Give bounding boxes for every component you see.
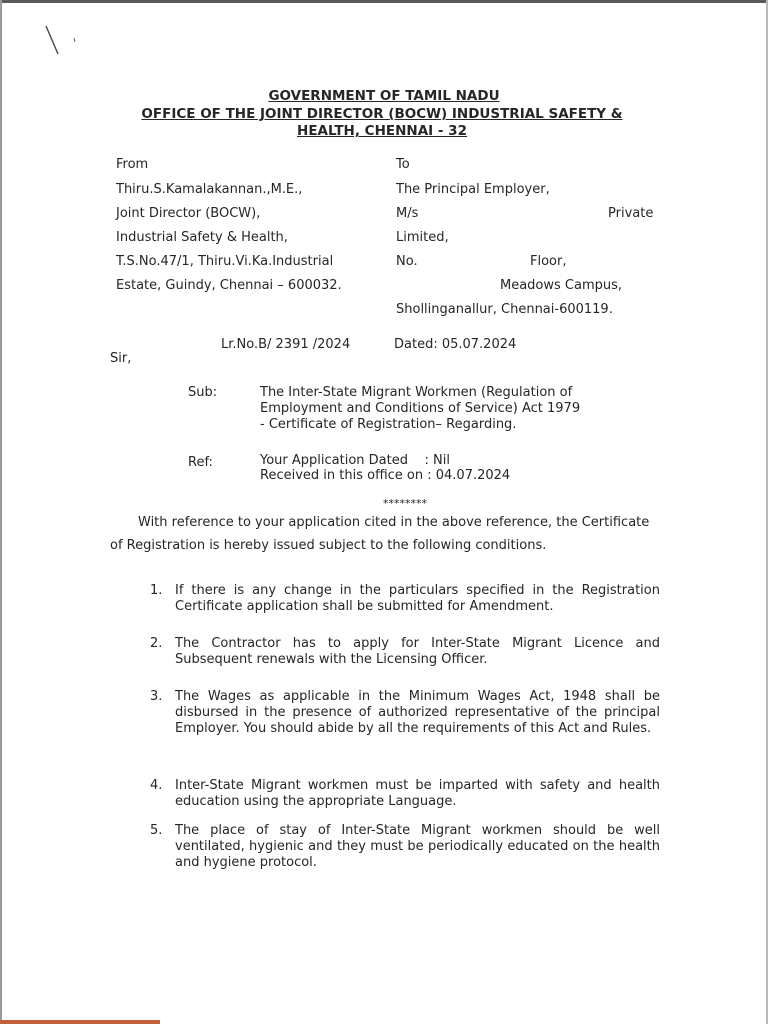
scan-edge-bottom-mark xyxy=(0,1020,160,1024)
condition-text: The place of stay of Inter-State Migrant workmen should be well ventilated, hygienic and they must be periodically educated on the health and hygiene protocol. xyxy=(175,823,660,870)
condition-number: 4. xyxy=(150,778,163,793)
pen-mark xyxy=(44,24,84,60)
separator-stars: ******** xyxy=(383,497,427,510)
condition-number: 5. xyxy=(150,823,163,838)
scan-edge-top xyxy=(0,0,768,3)
header-office: OFFICE OF THE JOINT DIRECTOR (BOCW) INDUSTRIAL SAFETY & xyxy=(141,106,623,122)
letter-number: Lr.No.B/ 2391 /2024 xyxy=(221,337,351,352)
letter-date: Dated: 05.07.2024 xyxy=(394,337,517,352)
to-line: Private xyxy=(608,206,654,221)
condition-item xyxy=(150,689,660,737)
reference-line: Your Application Dated : Nil xyxy=(260,453,450,468)
to-line: Shollinganallur, Chennai-600119. xyxy=(396,302,613,317)
subject-line: The Inter-State Migrant Workmen (Regulation of xyxy=(260,385,573,400)
subject-line: - Certificate of Registration– Regarding. xyxy=(260,417,517,432)
subject-line: Employment and Conditions of Service) Act 1979 xyxy=(260,401,581,416)
body-line: With reference to your application cited in the above reference, the Certificate xyxy=(138,515,650,530)
reference-line: Received in this office on : 04.07.2024 xyxy=(260,468,511,483)
condition-text: The Contractor has to apply for Inter-State Migrant Licence and Subsequent renewals with the Licensing Officer. xyxy=(175,636,660,667)
to-line: No. xyxy=(396,254,418,269)
salutation: Sir, xyxy=(110,351,132,366)
from-line: Thiru.S.Kamalakannan.,M.E., xyxy=(116,182,303,197)
scan-edge-left xyxy=(0,0,2,1024)
subject-label: Sub: xyxy=(188,385,218,400)
to-line: Limited, xyxy=(396,230,449,245)
condition-number: 3. xyxy=(150,689,163,704)
header-government: GOVERNMENT OF TAMIL NADU xyxy=(268,88,500,104)
condition-text: The Wages as applicable in the Minimum Wages Act, 1948 shall be disbursed in the presence of authorized representative of the principal Employer. You should abide by all the requirements of this Act and Rules. xyxy=(175,689,660,736)
condition-number: 1. xyxy=(150,583,163,598)
condition-text: If there is any change in the particulars specified in the Registration Certificate application shall be submitted for Amendment. xyxy=(175,583,660,614)
condition-number: 2. xyxy=(150,636,163,651)
from-line: Estate, Guindy, Chennai – 600032. xyxy=(116,278,342,293)
condition-item xyxy=(150,823,660,871)
from-line: T.S.No.47/1, Thiru.Vi.Ka.Industrial xyxy=(116,254,334,269)
to-line: Floor, xyxy=(530,254,567,269)
to-label: To xyxy=(396,157,410,172)
from-line: Joint Director (BOCW), xyxy=(116,206,261,221)
condition-text: Inter-State Migrant workmen must be imparted with safety and health education using the appropriate Language. xyxy=(175,778,660,809)
to-line: The Principal Employer, xyxy=(396,182,550,197)
from-label: From xyxy=(116,157,149,172)
from-line: Industrial Safety & Health, xyxy=(116,230,288,245)
header-location: HEALTH, CHENNAI - 32 xyxy=(297,123,467,139)
reference-label: Ref: xyxy=(188,455,213,470)
to-line: M/s xyxy=(396,206,419,221)
condition-item xyxy=(150,778,660,810)
to-line: Meadows Campus, xyxy=(500,278,623,293)
condition-item xyxy=(150,636,660,668)
body-line: of Registration is hereby issued subject to the following conditions. xyxy=(110,538,547,553)
condition-item xyxy=(150,583,660,615)
